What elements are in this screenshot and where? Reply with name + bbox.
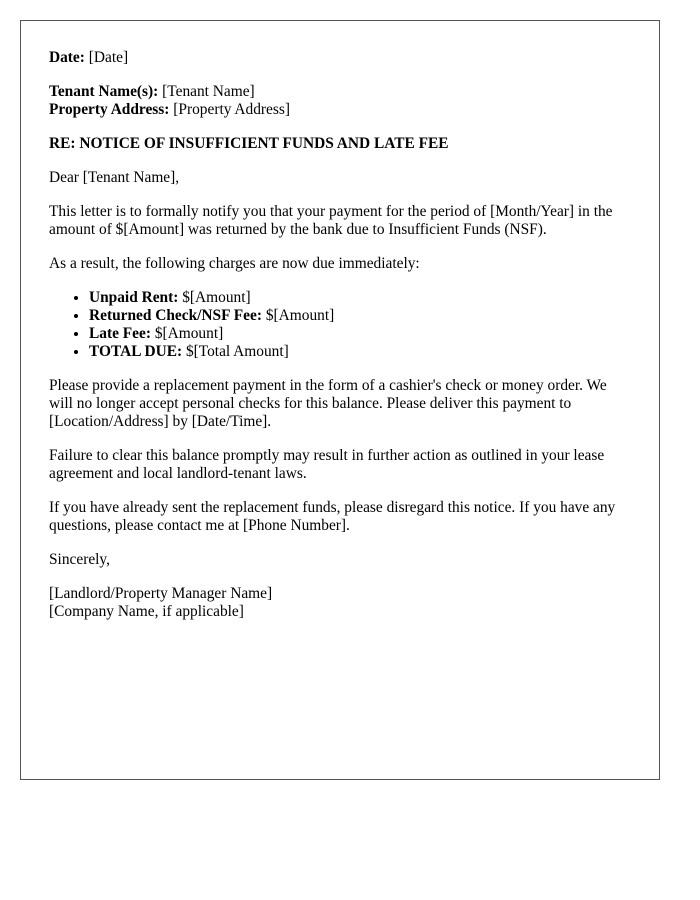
signature-block bbox=[49, 585, 631, 621]
signature-name: [Landlord/Property Manager Name] bbox=[49, 585, 273, 602]
charge-value: $[Amount] bbox=[182, 289, 251, 306]
subject-line: RE: NOTICE OF INSUFFICIENT FUNDS AND LATE FEE bbox=[49, 135, 449, 152]
disregard-paragraph: If you have already sent the replacement funds, please disregard this notice. If you have any questions, please contact me at [Phone Number]. bbox=[49, 499, 616, 534]
charge-value: $[Amount] bbox=[265, 307, 335, 324]
tenant-name-line bbox=[49, 83, 631, 101]
closing: Sincerely, bbox=[49, 551, 110, 568]
salutation: Dear [Tenant Name], bbox=[49, 169, 180, 186]
charge-label: Unpaid Rent: bbox=[89, 289, 179, 306]
charge-item-nsf-fee bbox=[89, 307, 631, 325]
property-address-label: Property Address: bbox=[49, 101, 170, 118]
intro-paragraph: This letter is to formally notify you that your payment for the period of [Month/Year] in the amount of $[Amount] was returned by the bank due to Insufficient Funds (NSF). bbox=[49, 203, 613, 238]
charge-item-total-due bbox=[89, 343, 631, 361]
date-label: Date: bbox=[49, 49, 85, 66]
charges-intro-paragraph: As a result, the following charges are now due immediately: bbox=[49, 255, 420, 272]
property-address-line bbox=[49, 101, 631, 119]
charge-label: TOTAL DUE: bbox=[89, 343, 183, 360]
letter-page bbox=[20, 20, 660, 780]
property-address-value: [Property Address] bbox=[173, 101, 290, 118]
date-value: [Date] bbox=[88, 49, 129, 66]
failure-paragraph: Failure to clear this balance promptly may result in further action as outlined in your lease agreement and local landlord-tenant laws. bbox=[49, 447, 605, 482]
charge-value: $[Total Amount] bbox=[185, 343, 289, 360]
date-line bbox=[49, 49, 631, 67]
replacement-paragraph: Please provide a replacement payment in the form of a cashier's check or money order. We will no longer accept personal checks for this balance. Please deliver this payment to [Location/Address] by [Date/Time]. bbox=[49, 377, 607, 430]
tenant-block bbox=[49, 83, 631, 119]
tenant-name-value: [Tenant Name] bbox=[162, 83, 255, 100]
charge-item-late-fee bbox=[89, 325, 631, 343]
tenant-name-label: Tenant Name(s): bbox=[49, 83, 159, 100]
charges-list bbox=[49, 289, 631, 361]
signature-company: [Company Name, if applicable] bbox=[49, 603, 244, 620]
charge-label: Returned Check/NSF Fee: bbox=[89, 307, 262, 324]
charge-value: $[Amount] bbox=[154, 325, 224, 342]
charge-item-unpaid-rent bbox=[89, 289, 631, 307]
charge-label: Late Fee: bbox=[89, 325, 151, 342]
